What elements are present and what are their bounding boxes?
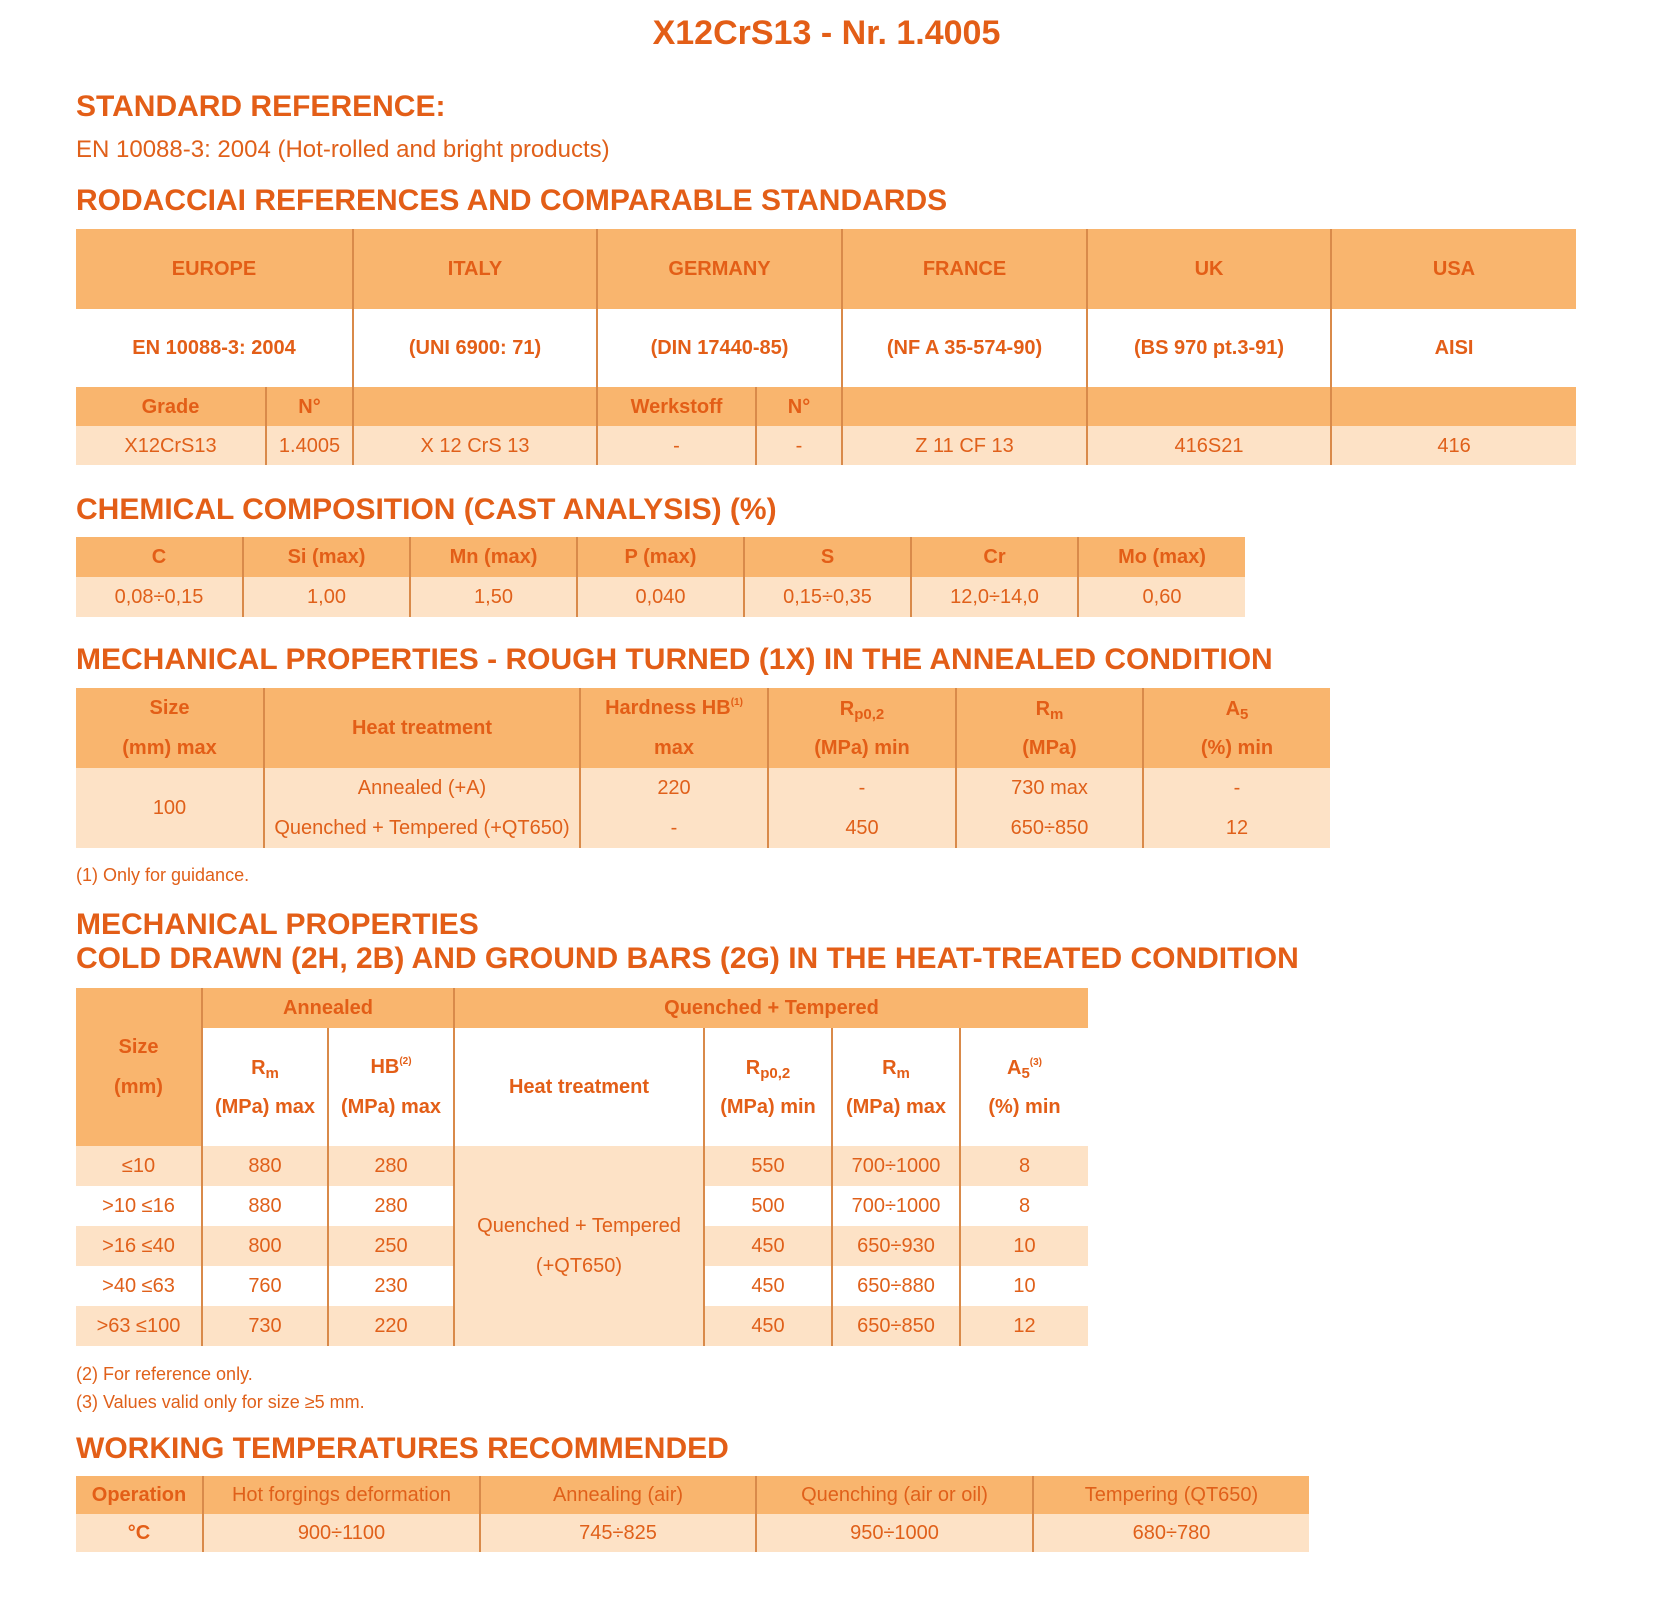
subheader-werkstoff: Werkstoff — [597, 387, 756, 426]
mech2-note-3: (3) Values valid only for size ≥5 mm. — [76, 1392, 365, 1412]
chem-value-p: 0,040 — [577, 577, 744, 617]
mech2-a5: 8 — [960, 1186, 1088, 1226]
chemical-value-row — [76, 577, 1245, 617]
mech2-rm: 880 — [202, 1186, 328, 1226]
mech2-rp: 450 — [704, 1306, 832, 1346]
mech1-hb-annealed: 220 — [580, 768, 768, 808]
mech2-a5: 10 — [960, 1226, 1088, 1266]
mech2-heading-2: COLD DRAWN (2H, 2B) AND GROUND BARS (2G) IN THE HEAT-TREATED CONDITION — [76, 942, 1299, 975]
mech1-header-a5 — [1143, 688, 1330, 768]
working-table — [76, 1476, 1309, 1552]
mech1-header-rm — [956, 688, 1143, 768]
mech1-rm-qt: 650÷850 — [956, 808, 1143, 848]
mech2-header-rp-unit: (MPa) min — [720, 1095, 816, 1118]
mech1-heat-qt: Quenched + Tempered (+QT650) — [264, 808, 580, 848]
standard-usa: AISI — [1331, 309, 1576, 387]
mech2-a5: 12 — [960, 1306, 1088, 1346]
mech2-header-heat: Heat treatment — [454, 1028, 704, 1146]
value-france: Z 11 CF 13 — [842, 426, 1087, 465]
mech2-header-hb-label: HB — [370, 1056, 400, 1078]
mech2-header-annealed: Annealed — [202, 988, 454, 1028]
subheader-uk — [1087, 387, 1331, 426]
mech1-header-rp-sub: p0,2 — [854, 705, 885, 723]
mech2-header-rp-symbol: R — [745, 1056, 761, 1079]
mech2-header-a5-sub: 5 — [1021, 1064, 1030, 1082]
mech1-header-size — [76, 688, 264, 768]
mech2-header-rm-sub: m — [265, 1064, 279, 1082]
mech1-header-hardness-note: (1) — [730, 697, 743, 708]
page-title: X12CrS13 - Nr. 1.4005 — [652, 14, 1001, 52]
mech1-rm-annealed: 730 max — [956, 768, 1143, 808]
mech2-header-rp — [704, 1028, 832, 1146]
mech1-header-heat: Heat treatment — [264, 688, 580, 768]
mech2-rm2: 700÷1000 — [832, 1186, 960, 1226]
value-italy: X 12 CrS 13 — [353, 426, 597, 465]
mech2-size: ≤10 — [121, 1155, 156, 1177]
chemical-header-row — [76, 537, 1245, 577]
value-grade: X12CrS13 — [124, 434, 217, 457]
working-value-annealing: 745÷825 — [480, 1514, 756, 1552]
standard-uk: (BS 970 pt.3-91) — [1087, 309, 1331, 387]
value-number: 1.4005 — [266, 426, 353, 465]
mech1-rp-qt: 450 — [768, 808, 956, 848]
mech2-rm2: 650÷930 — [832, 1226, 960, 1266]
country-germany: GERMANY — [597, 229, 842, 309]
mech1-header-rm-unit: (MPa) — [1022, 736, 1077, 759]
mech2-heat-treatment — [454, 1146, 704, 1346]
working-value-row — [76, 1514, 1309, 1552]
mech2-header-rm2-unit: (MPa) max — [845, 1095, 947, 1118]
chem-value-cr: 12,0÷14,0 — [911, 577, 1078, 617]
references-standard-row — [76, 309, 1576, 387]
mech2-heat-line1: Quenched + Tempered — [477, 1215, 681, 1237]
mech2-header-rm-unit: (MPa) max — [214, 1095, 316, 1118]
mech2-header-a5-symbol: A — [1006, 1056, 1022, 1079]
mech2-rp: 550 — [704, 1146, 832, 1186]
standard-germany: (DIN 17440-85) — [597, 309, 842, 387]
working-header-quenching: Quenching (air or oil) — [756, 1476, 1033, 1514]
mech2-a5: 8 — [960, 1146, 1088, 1186]
mech1-rp-annealed: - — [768, 768, 956, 808]
mech2-header-rm — [202, 1028, 328, 1146]
mech2-rm: 880 — [202, 1146, 328, 1186]
value-number-de: - — [756, 426, 842, 465]
standard-italy: (UNI 6900: 71) — [353, 309, 597, 387]
value-werkstoff: - — [597, 426, 756, 465]
references-value-row — [76, 426, 1576, 465]
mech2-a5: 10 — [960, 1266, 1088, 1306]
mech1-header-rm-sub: m — [1050, 705, 1064, 723]
mech1-row-qt — [76, 808, 1330, 848]
standard-europe: EN 10088-3: 2004 — [132, 337, 296, 359]
mech1-header-a5-unit: (%) min — [1200, 736, 1274, 759]
subheader-france — [842, 387, 1087, 426]
mech2-header-rm2-symbol: R — [882, 1056, 897, 1079]
mech2-header-rm-symbol: R — [251, 1056, 266, 1079]
mech2-header-a5-unit: (%) min — [988, 1095, 1061, 1118]
references-heading: RODACCIAI REFERENCES AND COMPARABLE STANDARDS — [76, 184, 948, 217]
mech2-group-header-row — [76, 988, 1088, 1028]
mech1-header-rm-symbol: R — [1035, 697, 1051, 720]
mech2-table — [76, 988, 1088, 1346]
mech1-row-annealed — [76, 768, 1330, 808]
mech2-hb: 220 — [328, 1306, 454, 1346]
chem-header-s: S — [744, 537, 911, 577]
mech1-header-a5-sub: 5 — [1240, 705, 1249, 723]
mech2-header-a5 — [960, 1028, 1088, 1146]
references-country-row — [76, 229, 1576, 309]
references-subheader-row — [76, 387, 1576, 426]
subheader-number-de: N° — [756, 387, 842, 426]
mech1-heading: MECHANICAL PROPERTIES - ROUGH TURNED (1X) IN THE ANNEALED CONDITION — [76, 643, 1273, 676]
working-value-quenching: 950÷1000 — [756, 1514, 1033, 1552]
subheader-number: N° — [266, 387, 353, 426]
mech2-size: >16 ≤40 — [102, 1235, 175, 1257]
working-header-tempering: Tempering (QT650) — [1033, 1476, 1309, 1514]
mech1-size-value: 100 — [152, 797, 187, 819]
mech1-header-rp-symbol: R — [839, 697, 855, 720]
mech2-rp: 450 — [704, 1226, 832, 1266]
mech2-note-2: (2) For reference only. — [76, 1364, 253, 1384]
mech1-header-a5-symbol: A — [1225, 697, 1241, 720]
chem-header-mo: Mo (max) — [1078, 537, 1245, 577]
chemical-heading: CHEMICAL COMPOSITION (CAST ANALYSIS) (%) — [76, 493, 777, 526]
country-italy: ITALY — [353, 229, 597, 309]
mech1-note: (1) Only for guidance. — [76, 865, 250, 885]
mech1-header-size-line2: (mm) max — [122, 737, 217, 759]
mech1-a5-qt: 12 — [1143, 808, 1330, 848]
working-value-hot-forging: 900÷1100 — [203, 1514, 480, 1552]
mech1-header-hardness — [580, 688, 768, 768]
country-france: FRANCE — [842, 229, 1087, 309]
mech2-header-hb — [328, 1028, 454, 1146]
chem-header-p: P (max) — [577, 537, 744, 577]
mech2-hb: 280 — [328, 1146, 454, 1186]
mech2-size: >10 ≤16 — [102, 1195, 175, 1217]
mech2-size: >40 ≤63 — [102, 1275, 175, 1297]
mech2-hb: 280 — [328, 1186, 454, 1226]
working-header-operation: Operation — [91, 1484, 187, 1506]
country-europe: EUROPE — [171, 258, 257, 280]
standard-france: (NF A 35-574-90) — [842, 309, 1087, 387]
value-usa: 416 — [1331, 426, 1576, 465]
mech2-rm2: 650÷880 — [832, 1266, 960, 1306]
country-usa: USA — [1331, 229, 1576, 309]
chem-header-si: Si (max) — [243, 537, 410, 577]
mech2-header-rm2-sub: m — [896, 1064, 910, 1082]
chem-value-mn: 1,50 — [410, 577, 577, 617]
mech2-rp: 450 — [704, 1266, 832, 1306]
mech2-header-rm2 — [832, 1028, 960, 1146]
mech2-hb: 230 — [328, 1266, 454, 1306]
working-unit: °C — [127, 1522, 151, 1544]
mech1-header-rp — [768, 688, 956, 768]
mech1-header-hardness-unit: max — [653, 737, 695, 759]
working-heading: WORKING TEMPERATURES RECOMMENDED — [76, 1432, 729, 1465]
references-table — [76, 229, 1576, 465]
value-uk: 416S21 — [1087, 426, 1331, 465]
mech2-rp: 500 — [704, 1186, 832, 1226]
chem-header-cr: Cr — [911, 537, 1078, 577]
mech1-table — [76, 688, 1330, 848]
mech2-rm2: 650÷850 — [832, 1306, 960, 1346]
working-value-tempering: 680÷780 — [1033, 1514, 1309, 1552]
mech1-hb-qt: - — [580, 808, 768, 848]
mech1-header-row — [76, 688, 1330, 768]
mech2-header-size-line2: (mm) — [114, 1076, 163, 1098]
mech1-heat-annealed: Annealed (+A) — [264, 768, 580, 808]
mech2-header-size — [76, 988, 202, 1146]
mech1-header-size-line1: Size — [149, 697, 190, 719]
subheader-grade: Grade — [141, 395, 200, 418]
chem-value-si: 1,00 — [243, 577, 410, 617]
standard-reference-heading: STANDARD REFERENCE: — [76, 90, 446, 123]
mech2-header-hb-unit: (MPa) max — [340, 1096, 442, 1118]
subheader-italy — [353, 387, 597, 426]
country-uk: UK — [1087, 229, 1331, 309]
mech2-rm: 730 — [202, 1306, 328, 1346]
mech2-heading-1: MECHANICAL PROPERTIES — [76, 908, 479, 941]
mech2-header-rp-sub: p0,2 — [760, 1064, 791, 1082]
mech2-hb: 250 — [328, 1226, 454, 1266]
chemical-table — [76, 537, 1245, 617]
mech2-rm: 800 — [202, 1226, 328, 1266]
chem-header-c: C — [151, 546, 167, 568]
chem-value-c: 0,08÷0,15 — [114, 586, 204, 608]
mech2-size: >63 ≤100 — [96, 1315, 181, 1337]
mech2-header-hb-note: (2) — [399, 1056, 412, 1067]
mech2-rm2: 700÷1000 — [832, 1146, 960, 1186]
mech1-header-rp-unit: (MPa) min — [814, 736, 910, 759]
working-header-annealing: Annealing (air) — [480, 1476, 756, 1514]
standard-reference-text: EN 10088-3: 2004 (Hot-rolled and bright products) — [76, 136, 610, 163]
working-header-row — [76, 1476, 1309, 1514]
mech2-header-size-line1: Size — [118, 1036, 159, 1058]
subheader-usa — [1331, 387, 1576, 426]
mech2-heat-line2: (+QT650) — [535, 1255, 623, 1277]
mech2-column-header-row — [76, 1028, 1088, 1146]
chem-value-s: 0,15÷0,35 — [744, 577, 911, 617]
mech2-header-a5-note: (3) — [1029, 1056, 1043, 1068]
working-header-hot-forging: Hot forgings deformation — [203, 1476, 480, 1514]
mech1-a5-annealed: - — [1143, 768, 1330, 808]
mech2-header-qt: Quenched + Tempered — [454, 988, 1088, 1028]
chem-value-mo: 0,60 — [1078, 577, 1245, 617]
mech2-rm: 760 — [202, 1266, 328, 1306]
chem-header-mn: Mn (max) — [410, 537, 577, 577]
mech1-header-hardness-label: Hardness HB — [605, 697, 731, 719]
table-row — [76, 1146, 1088, 1186]
